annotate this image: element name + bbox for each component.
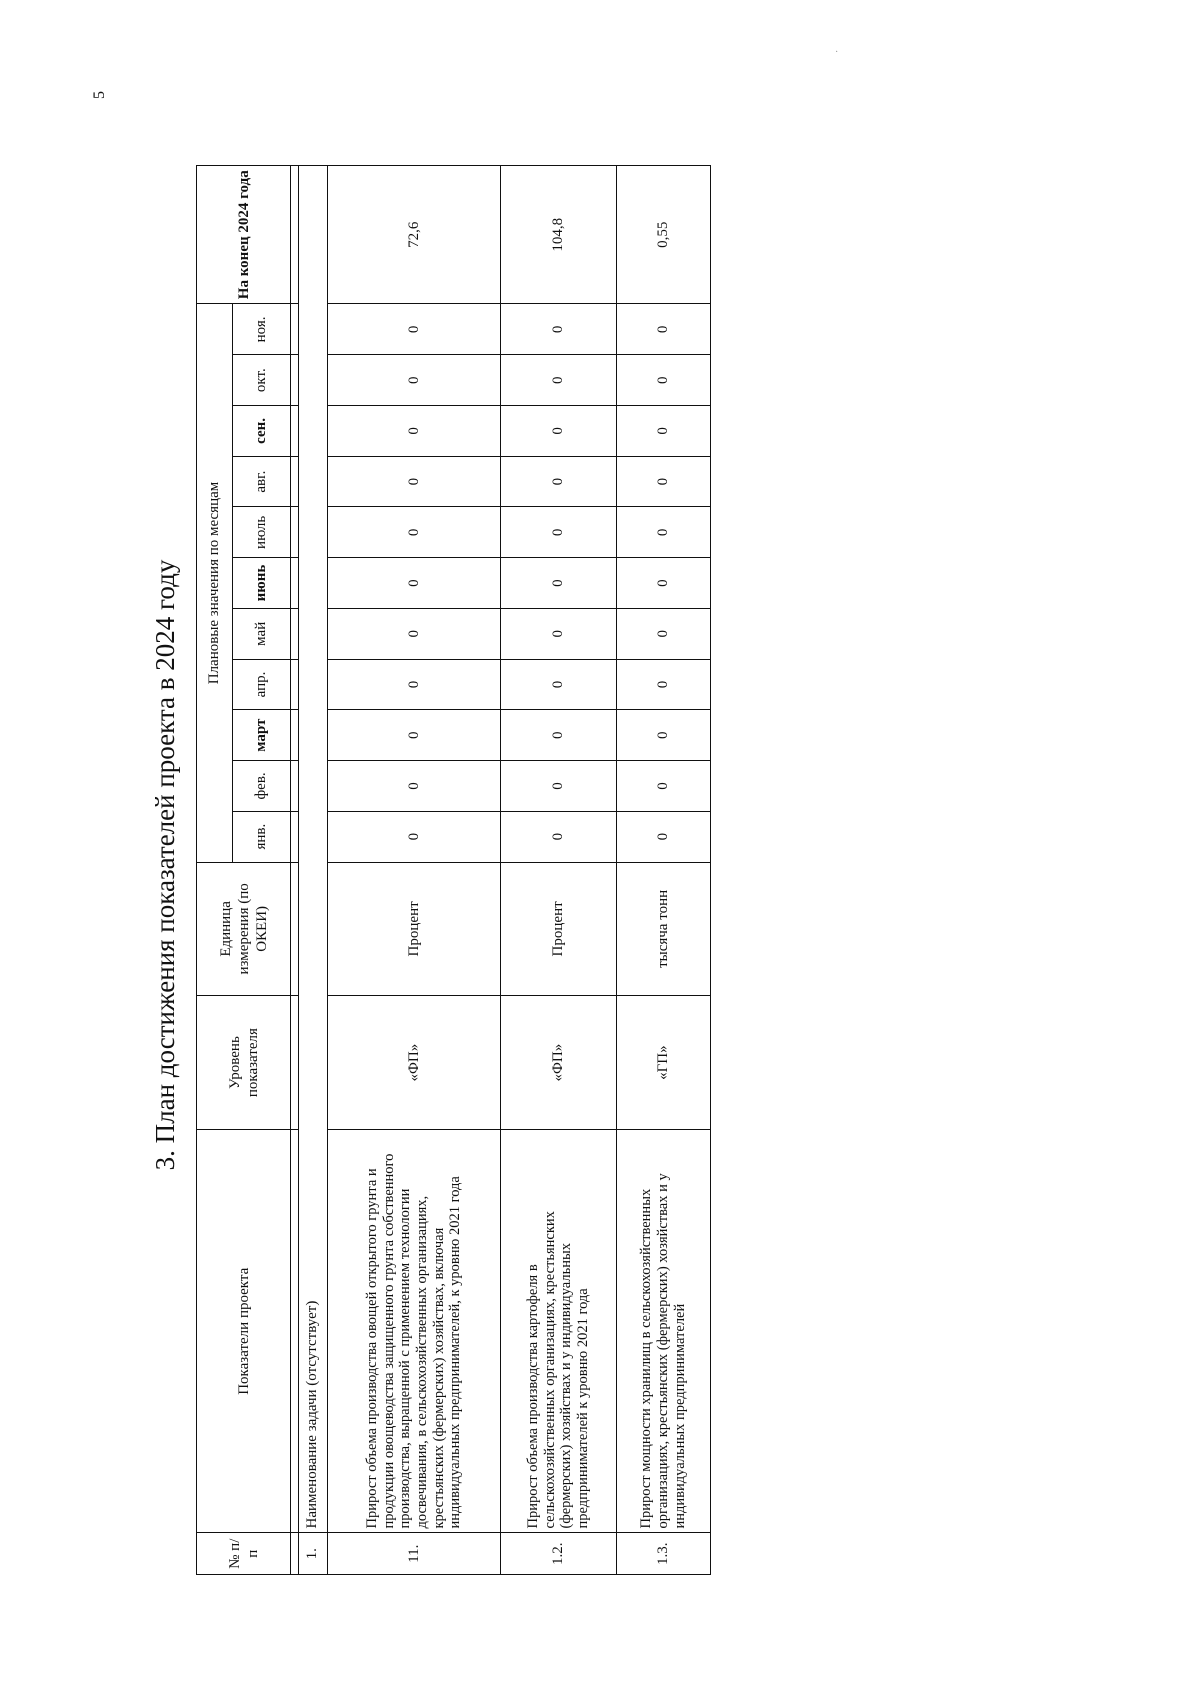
month-header: янв. (232, 811, 291, 862)
row-month-value: 0 (501, 761, 616, 812)
rotated-page-content (140, 155, 720, 1575)
row-month-value: 0 (501, 608, 616, 659)
row-month-value: 0 (616, 761, 710, 812)
row-month-value: 0 (501, 659, 616, 710)
header-separator-row (291, 166, 298, 1575)
row-month-value: 0 (501, 406, 616, 457)
row-month-value: 0 (328, 811, 501, 862)
row-level: «ФП» (501, 996, 616, 1130)
row-month-value: 0 (328, 507, 501, 558)
row-month-value: 0 (328, 456, 501, 507)
header-year-end: На конец 2024 года (197, 166, 291, 304)
row-month-value: 0 (328, 406, 501, 457)
month-header: окт. (232, 355, 291, 406)
page-number: 5 (91, 91, 108, 99)
row-year-end: 72,6 (328, 166, 501, 304)
row-unit: Процент (501, 862, 616, 996)
table-row (328, 166, 501, 1575)
month-header: май (232, 608, 291, 659)
table-row (616, 166, 710, 1575)
row-num: 11. (328, 1533, 501, 1575)
row-unit: тысяча тонн (616, 862, 710, 996)
row-month-value: 0 (328, 304, 501, 355)
row-month-value: 0 (501, 710, 616, 761)
row-month-value: 0 (501, 355, 616, 406)
month-header: март (232, 710, 291, 761)
row-indicator: Прирост объема производства овощей открытого грунта и продукции овощеводства защищенного грунта собственного производства, выращенной с применением технологии досвечивания, в сельскохозяйственных организациях, крестьянских (фермерских) хозяйствах, включая индивидуальных предпринимателей, к уровню 2021 года (328, 1129, 501, 1533)
task-row (298, 166, 327, 1575)
row-month-value: 0 (328, 355, 501, 406)
month-header: ноя. (232, 304, 291, 355)
row-month-value: 0 (328, 558, 501, 609)
row-level: «ФП» (328, 996, 501, 1130)
header-level: Уровень показателя (197, 996, 291, 1130)
row-month-value: 0 (501, 507, 616, 558)
row-month-value: 0 (328, 659, 501, 710)
header-indicator: Показатели проекта (197, 1129, 291, 1533)
row-indicator: Прирост объема производства картофеля в сельскохозяйственных организациях, крестьянских (фермерских) хозяйствах и у индивидуальных предпринимателей к уровню 2021 года (501, 1129, 616, 1533)
month-header: апр. (232, 659, 291, 710)
row-num: 1.2. (501, 1533, 616, 1575)
header-unit: Единица измерения (по ОКЕИ) (197, 862, 291, 996)
row-indicator: Прирост мощности хранилищ в сельскохозяйственных организациях, крестьянских (фермерских) хозяйствах и у индивидуальных предпринимателей (616, 1129, 710, 1533)
row-month-value: 0 (501, 304, 616, 355)
header-num: № п/п (197, 1533, 291, 1575)
row-month-value: 0 (616, 304, 710, 355)
task-name: Наименование задачи (отсутствует) (298, 166, 327, 1534)
row-month-value: 0 (328, 710, 501, 761)
month-header: авг. (232, 456, 291, 507)
row-num: 1.3. (616, 1533, 710, 1575)
row-month-value: 0 (616, 355, 710, 406)
row-month-value: 0 (616, 608, 710, 659)
corner-mark: · (835, 47, 839, 58)
page-title: 3. План достижения показателей проекта в 2024 году (150, 559, 180, 1171)
month-header: сен. (232, 406, 291, 457)
row-month-value: 0 (616, 456, 710, 507)
row-year-end: 104,8 (501, 166, 616, 304)
row-month-value: 0 (616, 659, 710, 710)
row-month-value: 0 (616, 811, 710, 862)
row-month-value: 0 (616, 406, 710, 457)
row-month-value: 0 (501, 456, 616, 507)
month-header: июнь (232, 558, 291, 609)
row-month-value: 0 (328, 608, 501, 659)
row-month-value: 0 (616, 710, 710, 761)
header-monthly: Плановые значения по месяцам (197, 304, 233, 862)
row-month-value: 0 (328, 761, 501, 812)
month-header: фев. (232, 761, 291, 812)
row-level: «ГП» (616, 996, 710, 1130)
row-month-value: 0 (616, 558, 710, 609)
indicators-table (196, 165, 711, 1575)
row-month-value: 0 (616, 507, 710, 558)
row-month-value: 0 (501, 811, 616, 862)
row-unit: Процент (328, 862, 501, 996)
table-row (501, 166, 616, 1575)
task-num: 1. (298, 1533, 327, 1575)
month-header: июль (232, 507, 291, 558)
row-year-end: 0,55 (616, 166, 710, 304)
row-month-value: 0 (501, 558, 616, 609)
